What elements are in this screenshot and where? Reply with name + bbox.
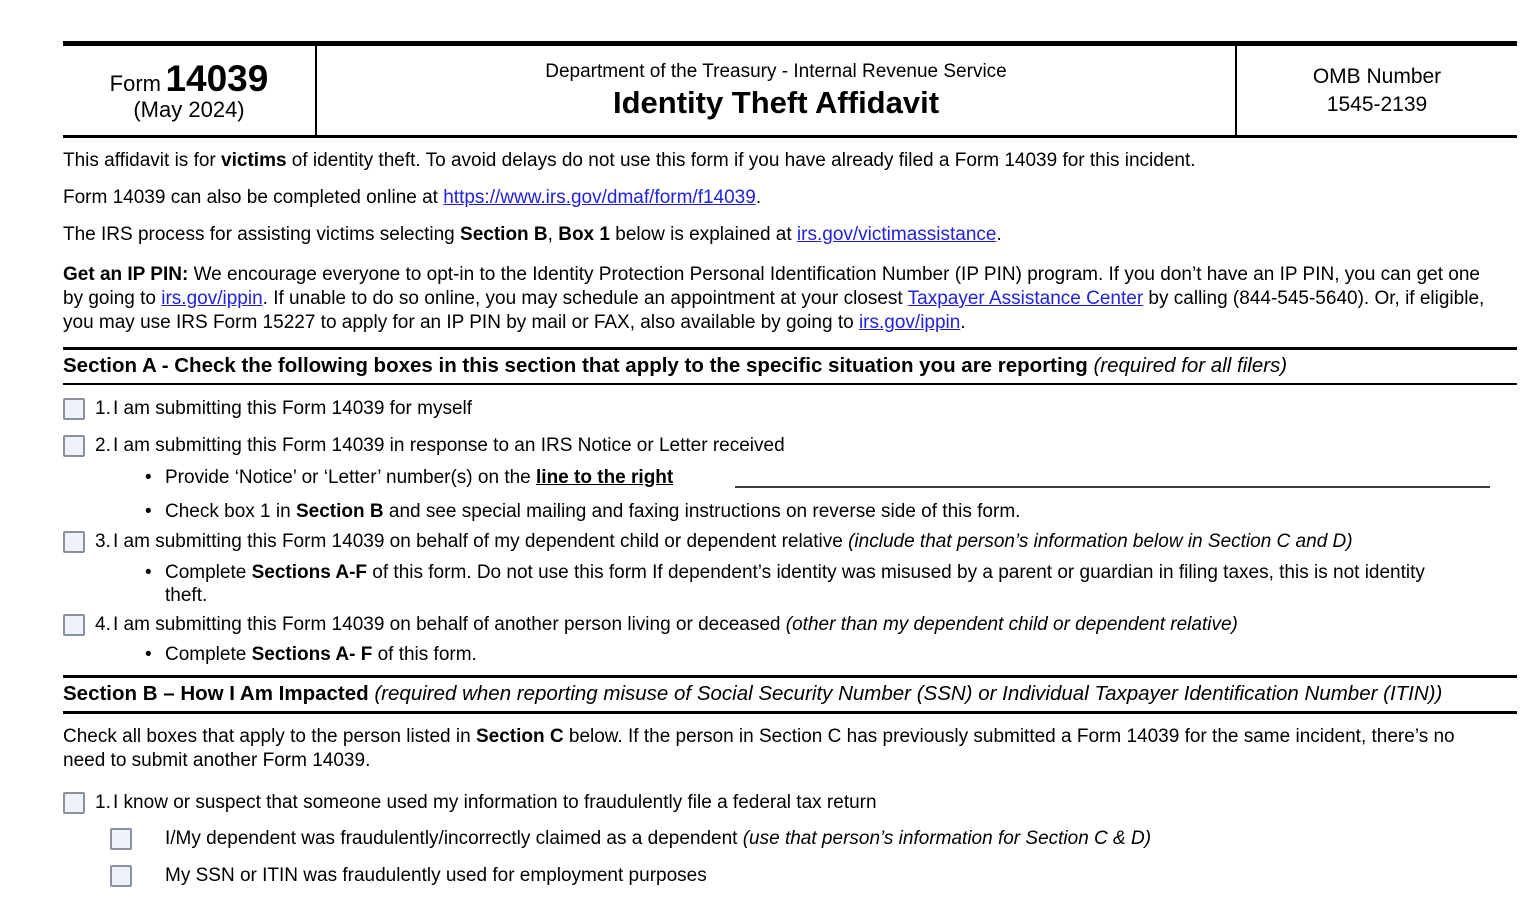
text-run: . (996, 224, 1002, 245)
text-run: My SSN or ITIN was fraudulently used for employment purposes (165, 865, 707, 886)
text-run: (required for all filers) (1093, 354, 1288, 377)
text-run: I am submitting this Form 14039 on behalf of another person living or deceased (113, 614, 786, 635)
text-run: Section B (295, 501, 384, 522)
form-number-block (63, 46, 315, 135)
item-text (113, 613, 1238, 636)
intro-paragraph-3 (63, 223, 1517, 247)
section-a-item-3-bullet-1 (63, 561, 1517, 607)
text-run: of this form. (372, 644, 477, 665)
item-number: 4. (95, 614, 111, 635)
text-run: Section B (460, 224, 548, 245)
section-a-item-1 (63, 397, 1517, 420)
text-run: and see special mailing and faxing instructions on reverse side of this form. (383, 501, 1021, 522)
link[interactable]: irs.gov/victimassistance (796, 224, 997, 245)
section-b-heading (63, 675, 1517, 714)
bullet-icon: • (145, 562, 152, 583)
form-title-block (315, 46, 1237, 135)
item-number: 3. (95, 531, 111, 552)
form-label: Form (109, 71, 161, 96)
text-run: I/My dependent was fraudulently/incorrectly claimed as a dependent (165, 828, 743, 849)
checkbox-b1[interactable] (63, 792, 85, 814)
text-run: Section A - Check the following boxes in this section that apply to the specific situation you are reporting (63, 354, 1094, 377)
omb-block (1237, 46, 1517, 135)
text-run: . (755, 187, 762, 208)
form-revision: (May 2024) (133, 97, 245, 122)
section-a-item-2-bullet-1 (63, 466, 1517, 489)
text-run: Provide ‘Notice’ or ‘Letter’ number(s) on the (165, 467, 537, 488)
text-run: Box 1 (558, 224, 610, 245)
section-b-item-1 (63, 791, 1517, 814)
item-text (113, 530, 1353, 553)
text-run: Complete (165, 644, 252, 665)
text-run: victims (221, 150, 287, 171)
link[interactable]: Taxpayer Assistance Center (907, 288, 1144, 309)
text-run: I am submitting this Form 14039 for myself (113, 398, 473, 419)
text-run: (required when reporting misuse of Social Security Number (SSN) or Individual Taxpayer Identification Number (ITIN)) (374, 682, 1443, 705)
text-run: Complete (165, 562, 252, 583)
agency-name: Department of the Treasury - Internal Revenue Service (545, 60, 1007, 82)
text-run: (use that person’s information for Section C & D) (742, 828, 1152, 849)
section-b-intro (63, 725, 1483, 773)
text-run: Section B – How I Am Impacted (63, 682, 375, 705)
form-number-line (110, 58, 269, 100)
item-text (113, 434, 785, 457)
notice-letter-number-line[interactable] (735, 466, 1490, 488)
section-b-sub-item-1 (63, 827, 1517, 850)
page-title: Identity Theft Affidavit (612, 84, 940, 120)
link[interactable]: https://www.irs.gov/dmaf/form/f14039 (443, 187, 756, 208)
checkbox-a2[interactable] (63, 435, 85, 457)
bullet-icon: • (145, 501, 152, 522)
item-number: 1. (95, 792, 111, 813)
text-run: . (960, 312, 966, 333)
text-run: I am submitting this Form 14039 on behalf of my dependent child or dependent relative (113, 531, 849, 552)
text-run: Section C (475, 726, 564, 747)
link[interactable]: irs.gov/ippin (161, 288, 263, 309)
text-run: Check all boxes that apply to the person listed in (63, 726, 476, 747)
text-run: We encourage everyone to opt-in to the Identity Protection Personal Identification Number (IP PIN) program. If you don’t have an IP PIN, you can get one by going to (63, 264, 1480, 309)
section-a-item-2-bullet-2 (63, 500, 1517, 523)
form-14039-page (0, 41, 1536, 904)
text-run: line to the right (536, 467, 674, 488)
item-text (165, 827, 1151, 850)
section-b-sub-item-2 (63, 864, 1517, 887)
bullet-icon: • (145, 467, 152, 488)
bullet-text (165, 643, 477, 666)
bullet-text (165, 466, 673, 489)
text-run: I know or suspect that someone used my information to fraudulently file a federal tax return (113, 792, 877, 813)
section-a-item-2 (63, 434, 1517, 457)
checkbox-b1-employment[interactable] (110, 865, 132, 887)
checkbox-a1[interactable] (63, 398, 85, 420)
checkbox-b1-dependent[interactable] (110, 828, 132, 850)
item-text (165, 864, 707, 887)
form-header (63, 41, 1517, 138)
section-a-heading (63, 347, 1517, 385)
text-run: Form 14039 can also be completed online at (63, 187, 444, 208)
ip-pin-paragraph (63, 263, 1503, 335)
form-content (63, 41, 1517, 887)
text-run: below is explained at (609, 224, 797, 245)
intro-paragraph-2 (63, 186, 1517, 210)
item-text (113, 397, 472, 420)
text-run: , (547, 224, 559, 245)
checkbox-a3[interactable] (63, 531, 85, 553)
text-run: . If unable to do so online, you may schedule an appointment at your closest (262, 288, 908, 309)
text-run: below. If the person in Section C has previously submitted a Form 14039 for the same incident, there’s no need to submit another Form 14039. (63, 726, 1455, 771)
text-run: The IRS process for assisting victims selecting (63, 224, 461, 245)
text-run: (include that person’s information below in Section C and D) (848, 531, 1353, 552)
section-a-item-4-bullet-1 (63, 643, 1517, 666)
text-run: Sections A-F (251, 562, 368, 583)
link[interactable]: irs.gov/ippin (858, 312, 961, 333)
text-run: of identity theft. To avoid delays do not use this form if you have already filed a Form 14039 for this incident. (286, 150, 1196, 171)
text-run: (other than my dependent child or dependent relative) (785, 614, 1238, 635)
item-text (113, 791, 877, 814)
item-number: 1. (95, 398, 111, 419)
omb-label: OMB Number (1312, 65, 1442, 89)
checkbox-a4[interactable] (63, 614, 85, 636)
omb-number: 1545-2139 (1326, 92, 1428, 116)
bullet-text (165, 561, 1465, 607)
text-run: of this form. Do not use this form If dependent’s identity was misused by a parent or guardian in filing taxes, this is not identity theft. (165, 562, 1425, 606)
text-run: This affidavit is for (63, 150, 222, 171)
text-run: Check box 1 in (165, 501, 296, 522)
bullet-text (165, 500, 1020, 523)
text-run: Get an IP PIN: (63, 264, 189, 285)
intro-paragraph-1 (63, 149, 1517, 173)
section-a-item-4 (63, 613, 1517, 636)
text-run: Sections A- F (251, 644, 373, 665)
item-number: 2. (95, 435, 111, 456)
text-run: I am submitting this Form 14039 in response to an IRS Notice or Letter received (113, 435, 785, 456)
bullet-icon: • (145, 644, 152, 665)
form-number: 14039 (165, 58, 269, 99)
section-a-item-3 (63, 530, 1517, 553)
text-run: by calling (844-545-5640). Or, if eligible, you may use IRS Form 15227 to apply for an IP PIN by mail or FAX, also available by going to (63, 288, 1485, 333)
